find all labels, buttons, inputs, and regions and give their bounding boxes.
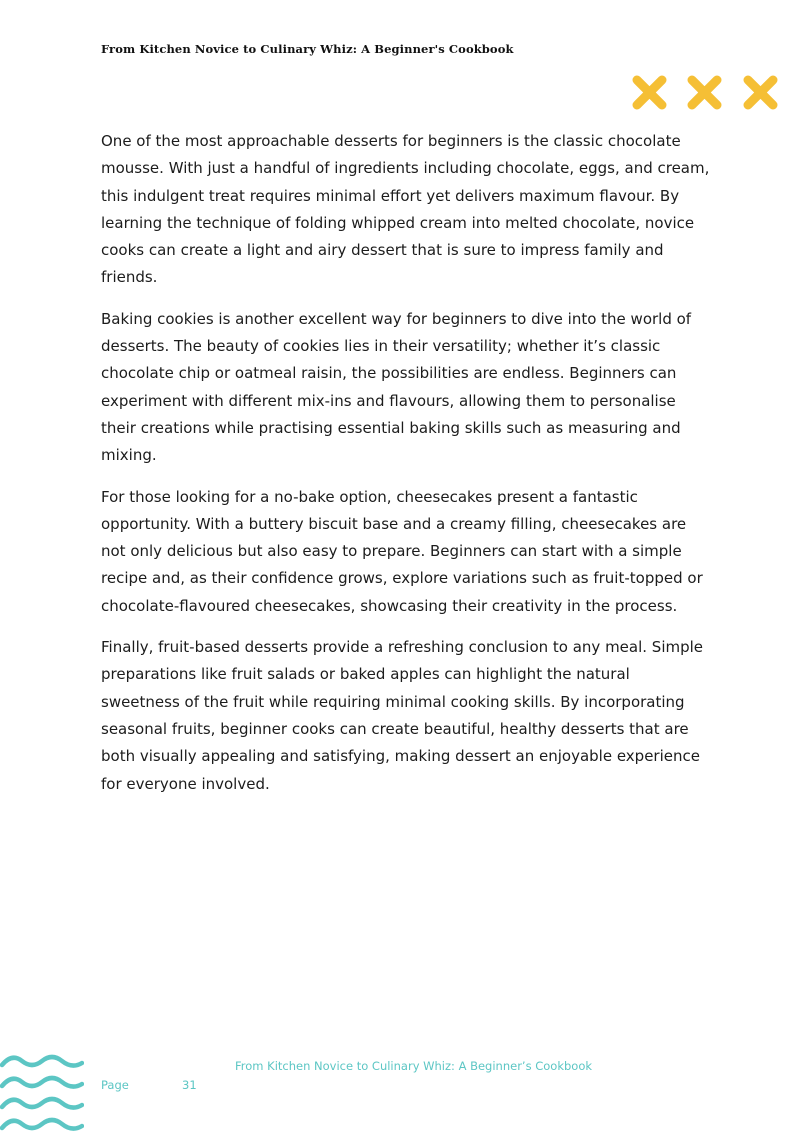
cross-icon [637,80,662,105]
paragraph: For those looking for a no-bake option, cheesecakes present a fantastic opportunity. With a buttery biscuit base and a creamy filling, cheesecakes are not only delicious but also easy to prepare. Beginners can start with a simple recipe and, as their confidence grows, explore variations such as fruit-topped or chocolate-flavoured cheesecakes, showcasing their creativity in the process. [101,487,703,615]
page-label: Page [101,1078,129,1092]
paragraph: One of the most approachable desserts for beginners is the classic chocolate mousse. With just a handful of ingredients including chocolate, eggs, and cream, this indulgent treat requires minimal effort yet delivers maximum flavour. By learning the technique of folding whipped cream into melted chocolate, novice cooks can create a light and airy dessert that is sure to impress family and friends. [101,132,710,287]
footer-title: From Kitchen Novice to Culinary Whiz: A Beginner’s Cookbook [235,1059,593,1073]
paragraph: Baking cookies is another excellent way for beginners to dive into the world of desserts. The beauty of cookies lies in their versatility; whether it’s classic chocolate chip or oatmeal raisin, the possibilities are endless. Beginners can experiment with different mix-ins and flavours, allowing them to personalise their creations while practising essential baking skills such as measuring and mixing. [101,309,692,465]
body-text [101,128,713,812]
paragraph: Finally, fruit-based desserts provide a refreshing conclusion to any meal. Simple preparations like fruit salads or baked apples can highlight the natural sweetness of the fruit while requiring minimal cooking skills. By incorporating seasonal fruits, beginner cooks can create beautiful, healthy desserts that are both visually appealing and satisfying, making dessert an enjoyable experience for everyone involved. [101,638,704,793]
wave-icon [0,1050,84,1132]
running-header-title: From Kitchen Novice to Culinary Whiz: A Beginner's Cookbook [101,42,514,56]
cross-icon [692,80,717,105]
page-number: 31 [182,1078,197,1092]
cross-icon [748,80,773,105]
decorative-crosses [629,72,800,114]
